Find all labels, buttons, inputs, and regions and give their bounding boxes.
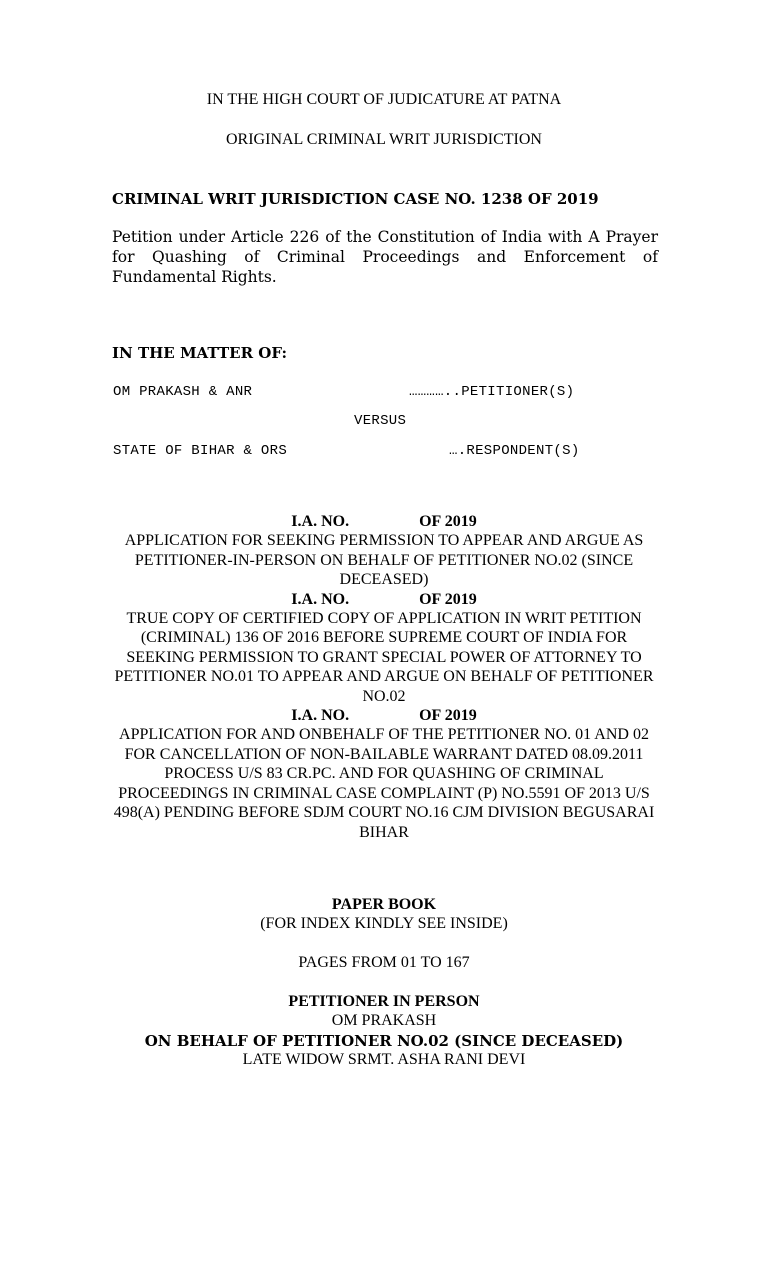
paper-book-title: PAPER BOOK: [331, 896, 437, 913]
petitioner-in-person-heading: PETITIONER IN PERSON: [288, 993, 480, 1010]
respondent-name: STATE OF BIHAR & ORS: [113, 443, 288, 459]
ia-description: APPLICATION FOR AND ONBEHALF OF THE PETITIONER NO. 01 AND 02 FOR CANCELLATION OF NON-BAILABLE WARRANT DATED 08.09.2011 PROCESS U/S 83 CR.PC. AND FOR QUASHING OF CRIMINAL PROCEEDINGS IN CRIMINAL CASE COMPLAINT (P) NO.5591 OF 2013 U/S 498(A) PENDING BEFORE SDJM COURT NO.16 CJM DIVISION BEGUSARAI BIHAR: [113, 726, 655, 841]
petitioner-name-bottom: OM PRAKASH: [331, 1012, 437, 1029]
ia-title: [110, 590, 658, 609]
jurisdiction-title: ORIGINAL CRIMINAL WRIT JURISDICTION: [226, 131, 542, 148]
ia-title: [110, 706, 658, 725]
page-range: PAGES FROM 01 TO 167: [298, 954, 470, 971]
ia-description: TRUE COPY OF CERTIFIED COPY OF APPLICATION IN WRIT PETITION (CRIMINAL) 136 OF 2016 BEFORE SUPREME COURT OF INDIA FOR SEEKING PERMISSION TO GRANT SPECIAL POWER OF ATTORNEY TO PETITIONER NO.01 TO APPEAR AND ARGUE ON BEHALF OF PETITIONER NO.02: [114, 610, 654, 705]
ia-title: [110, 512, 658, 531]
petitioner-role: …………..PETITIONER(S): [409, 384, 575, 400]
petition-description: Petition under Article 226 of the Constitution of India with A Prayer for Quashing of Criminal Proceedings and Enforcement of Fundamental Rights.: [112, 228, 658, 286]
ia-year: OF 2019: [419, 513, 477, 530]
respondent-role: ….RESPONDENT(S): [449, 443, 580, 459]
court-title: IN THE HIGH COURT OF JUDICATURE AT PATNA: [206, 91, 562, 108]
petitioner-name: OM PRAKASH & ANR: [113, 384, 253, 400]
ia-label: I.A. NO.: [291, 707, 350, 725]
index-note: (FOR INDEX KINDLY SEE INSIDE): [260, 915, 508, 932]
behalf-name: LATE WIDOW SRMT. ASHA RANI DEVI: [242, 1051, 526, 1068]
ia-year: OF 2019: [419, 707, 477, 725]
application-item: [110, 512, 658, 590]
ia-year: OF 2019: [419, 590, 477, 608]
ia-label: I.A. NO.: [291, 513, 350, 530]
application-item: [110, 706, 658, 842]
ia-label: I.A. NO.: [291, 590, 350, 608]
ia-description: APPLICATION FOR SEEKING PERMISSION TO APPEAR AND ARGUE AS PETITIONER-IN-PERSON ON BEHALF OF PETITIONER NO.02 (SINCE DECEASED): [124, 532, 644, 589]
matter-heading: IN THE MATTER OF:: [112, 344, 287, 362]
on-behalf-heading: ON BEHALF OF PETITIONER NO.02 (SINCE DECEASED): [144, 1032, 624, 1050]
applications-list: [110, 512, 658, 842]
versus-label: VERSUS: [354, 413, 407, 429]
case-number: CRIMINAL WRIT JURISDICTION CASE NO. 1238 OF 2019: [112, 190, 599, 208]
application-item: [110, 590, 658, 706]
